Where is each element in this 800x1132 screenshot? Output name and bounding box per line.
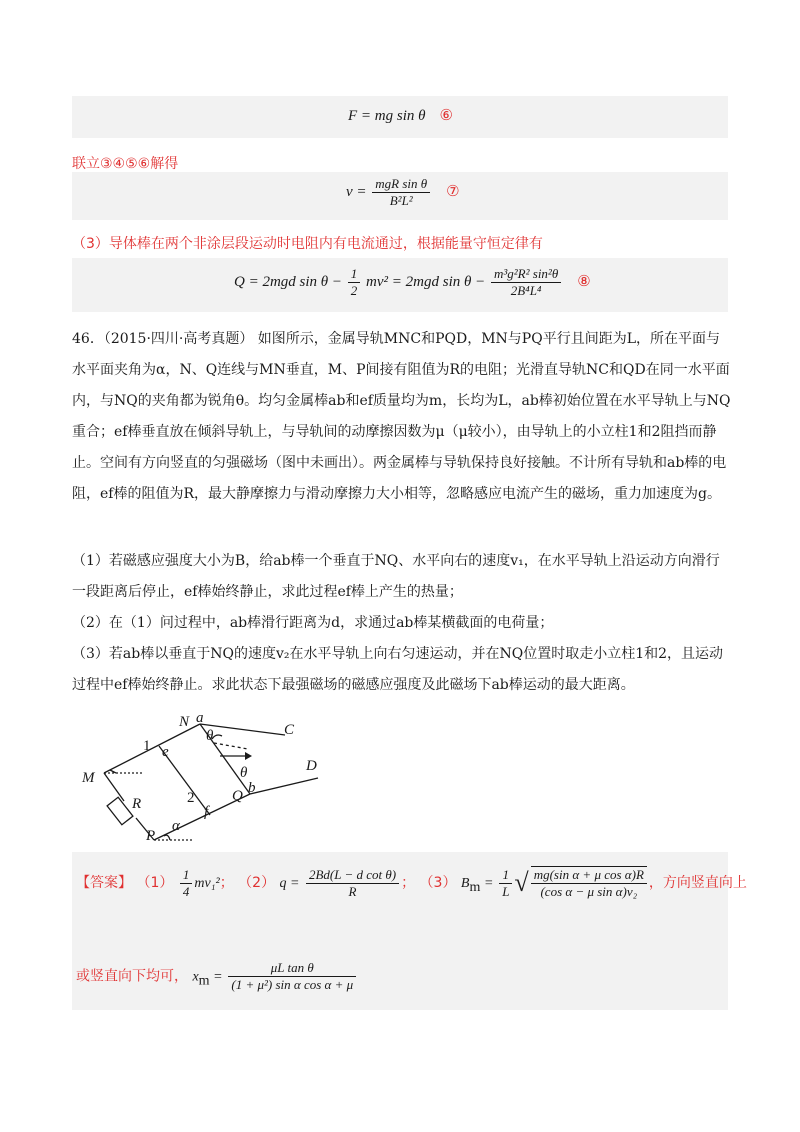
label-D: D bbox=[306, 758, 317, 774]
formula-8-tag: ⑧ bbox=[577, 273, 591, 290]
label-theta-1: θ bbox=[206, 728, 214, 744]
answer-4-sub: m bbox=[198, 973, 210, 989]
answer-1-num: 1 bbox=[180, 867, 193, 884]
label-b: b bbox=[248, 780, 256, 796]
formula-8-half-den: 2 bbox=[350, 283, 358, 298]
answer-3-eq: = bbox=[484, 876, 493, 891]
problem-questions bbox=[72, 546, 732, 701]
answer-3-direction: ，方向竖直向上 bbox=[648, 875, 747, 891]
answer-2-den: R bbox=[348, 883, 357, 899]
answer-2-num: 2Bd(L − d cot θ) bbox=[306, 867, 399, 884]
answer-2-fraction bbox=[306, 867, 399, 900]
answer-1-fraction bbox=[180, 867, 193, 900]
label-f: f bbox=[204, 804, 209, 820]
answer-line-1 bbox=[76, 866, 747, 900]
arrow-head bbox=[245, 752, 252, 760]
rail-MN bbox=[104, 724, 200, 773]
answer-3-pre-den: L bbox=[502, 883, 510, 899]
answer-p1: （1） bbox=[136, 875, 174, 891]
label-1: 1 bbox=[143, 738, 151, 754]
answer-4-den: (1 + μ²) sin α cos α + μ bbox=[231, 977, 354, 992]
label-C: C bbox=[284, 722, 295, 738]
formula-8 bbox=[234, 266, 591, 299]
question-1: （1）若磁感应强度大小为B，给ab棒一个垂直于NQ、水平向右的速度v₁，在水平导轨上沿运动方向滑行一段距离后停止，ef棒始终静止，求此过程ef棒上产生的热量； bbox=[72, 553, 720, 600]
answer-4-lhs: x bbox=[192, 969, 199, 985]
answer-3-sub: m bbox=[469, 879, 481, 895]
problem-statement bbox=[72, 324, 732, 510]
answer-1-den: 4 bbox=[182, 883, 190, 899]
answer-p3: （3） bbox=[419, 875, 457, 891]
formula-8-fraction bbox=[491, 266, 561, 299]
formula-7-fraction bbox=[372, 176, 430, 209]
wire-MR bbox=[104, 773, 124, 801]
formula-8-part2: mv² = 2mgd sin θ − bbox=[366, 273, 486, 290]
label-alpha: α bbox=[172, 818, 180, 834]
rail-diagram bbox=[80, 712, 340, 842]
formula-7-den: B²L² bbox=[389, 193, 413, 208]
label-2: 2 bbox=[187, 790, 195, 806]
answer-4-eq: = bbox=[214, 969, 222, 985]
formula-6-tag: ⑥ bbox=[439, 108, 453, 124]
answer-p2: （2） bbox=[238, 875, 276, 891]
answer-3-pre-num: 1 bbox=[499, 867, 512, 884]
answer-line-2 bbox=[76, 960, 358, 993]
answer-2-lhs: q = bbox=[279, 876, 300, 891]
formula-6 bbox=[348, 106, 453, 125]
dash-mid bbox=[214, 743, 248, 749]
formula-7 bbox=[346, 176, 460, 209]
label-M: M bbox=[82, 770, 95, 786]
formula-7-lhs: v = bbox=[346, 183, 367, 200]
formula-7-tag: ⑦ bbox=[446, 183, 460, 200]
label-theta-2: θ bbox=[240, 765, 248, 781]
label-a: a bbox=[196, 712, 204, 726]
problem-paragraph: 46．（2015·四川·高考真题） 如图所示，金属导轨MNC和PQD，MN与PQ平行且间距为L，所在平面与水平面夹角为α，N、Q连线与MN垂直，M、P间接有阻值为R的电阻；光滑直导轨NC和QD在同一水平面内，与NQ的夹角都为锐角θ。均匀金属棒ab和ef质量均为m，长均为L，ab棒初始位置在水平导轨上与NQ重合；ef棒垂直放在倾斜导轨上，与导轨间的动摩擦因数为μ（μ较小），由导轨上的小立柱1和2阻挡而静止。空间有方向竖直的匀强磁场（图中未画出）。两金属棒与导轨保持良好接触。不计所有导轨和ab棒的电阻，ef棒的阻值为R，最大静摩擦力与滑动摩擦力大小相等，忽略感应电流产生的磁场，重力加速度为g。 bbox=[72, 331, 731, 502]
answer-3-prefactor bbox=[499, 867, 512, 900]
answer-sep-2: ； bbox=[401, 875, 416, 891]
formula-8-part1: Q = 2mgd sin θ − bbox=[234, 273, 343, 290]
answer-tag: 【答案】 bbox=[76, 875, 132, 891]
label-N: N bbox=[179, 714, 190, 730]
formula-7-num: mgR sin θ bbox=[372, 176, 430, 193]
answer-sep-1: ； bbox=[219, 875, 234, 891]
formula-6-text: F = mg sin θ bbox=[348, 108, 426, 124]
label-Q: Q bbox=[232, 788, 243, 804]
label-P: P bbox=[146, 828, 156, 842]
answer-3-root-den: (cos α − μ sin α)v₂ bbox=[540, 884, 638, 899]
formula-8-half-num: 1 bbox=[348, 266, 361, 283]
answer-3-root-fraction bbox=[531, 866, 647, 900]
formula-8-den: 2B⁴L⁴ bbox=[510, 283, 542, 298]
question-3: （3）若ab棒以垂直于NQ的速度v₂在水平导轨上向右匀速运动，并在NQ位置时取走小立柱1和2，且运动过程中ef棒始终静止。求此状态下最强磁场的磁感应强度及此磁场下ab棒运动的最大距离。 bbox=[72, 646, 724, 693]
label-R: R bbox=[132, 796, 142, 812]
formula-8-half bbox=[348, 266, 361, 299]
answer-4-fraction bbox=[228, 960, 356, 993]
combine-line: 联立③④⑤⑥解得 bbox=[72, 156, 179, 172]
question-2: （2）在（1）问过程中，ab棒滑行距离为d，求通过ab棒某横截面的电荷量； bbox=[72, 615, 554, 631]
answer-4-num: μL tan θ bbox=[228, 960, 356, 977]
formula-8-num: m³g²R² sin²θ bbox=[491, 266, 561, 283]
label-e: e bbox=[162, 744, 169, 760]
answer-1-tail: mv₁² bbox=[194, 876, 220, 891]
resistor-R bbox=[107, 797, 133, 825]
part3-line: （3）导体棒在两个非涂层段运动时电阻内有电流通过，根据能量守恒定律有 bbox=[72, 236, 543, 252]
answer-3-lhs: B bbox=[460, 876, 470, 891]
answer-3-root-num: mg(sin α + μ cos α)R bbox=[531, 867, 647, 884]
answer-3-or: 或竖直向下均可， bbox=[76, 968, 188, 985]
sqrt-icon: √ bbox=[514, 868, 529, 897]
rail-QD bbox=[250, 778, 318, 794]
